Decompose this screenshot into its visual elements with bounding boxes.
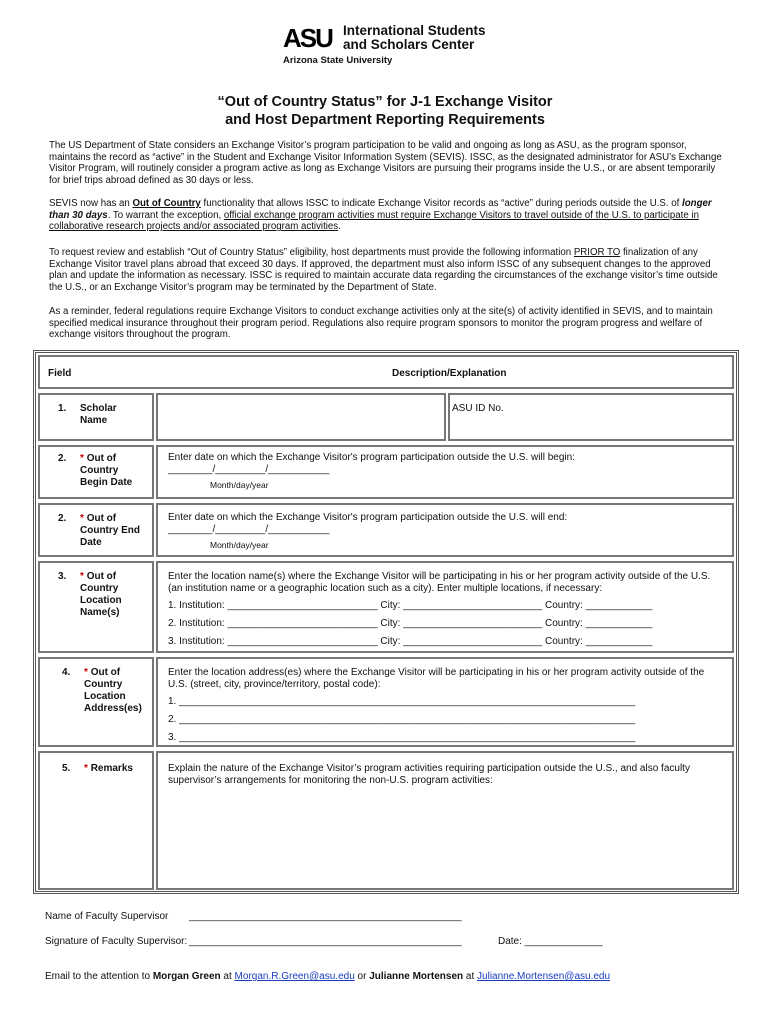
row6-field-cell	[38, 751, 154, 890]
required-star: *	[80, 571, 84, 582]
address-line-2[interactable]: 2. __________________________________________________________________________________	[168, 714, 636, 725]
location-addresses-field[interactable]	[156, 657, 734, 747]
request-form-table	[33, 350, 739, 894]
asu-id-field[interactable]	[448, 393, 734, 441]
row4-label-2: Country	[80, 583, 119, 594]
email-link-1[interactable]: Morgan.R.Green@asu.edu	[234, 971, 355, 982]
begin-date-field[interactable]	[156, 445, 734, 499]
location-desc-2: (an institution name or a geographic location such as a city). Enter multiple locations, if necessary:	[168, 583, 603, 594]
row3-label-2: Country End	[80, 525, 140, 536]
location-line-1[interactable]: 1. Institution: ___________________________ City: _________________________ Country: ____________	[168, 600, 653, 611]
row4-label-4: Name(s)	[80, 607, 120, 618]
prior-to: PRIOR TO	[573, 247, 621, 258]
page-title-line2: and Host Department Reporting Requirements	[225, 112, 545, 128]
scholar-name-field[interactable]	[156, 393, 446, 441]
intro-p1-text: The US Department of State considers an Exchange Visitor’s program participation to be valid and ongoing as long as ASU, as the program sponsor, maintains the record as “active” in the Student and Exchange Visitor Information System (SEVIS). ISSC, as the designated administrator for ASU’s Exchange Visitor Program, will routinely consider a program active as long as Exchange Visitors are pursuing their programs inside the U.S., or are absent temporarily for brief trips abroad defined as 30 days or less.	[49, 140, 722, 186]
p2-requirement: official exchange program activities must require Exchange Visitors to travel outside of the U.S. to participate in collaborative research projects and/or associated program activities	[49, 209, 699, 233]
location-names-field[interactable]	[156, 561, 734, 653]
header-field: Field	[48, 368, 72, 379]
asu-logo-icon	[283, 26, 339, 50]
begin-date-desc: Enter date on which the Exchange Visitor's program participation outside the U.S. will begin:	[168, 452, 575, 463]
row3-label-3: Date	[80, 537, 102, 548]
intro-paragraph-3	[49, 247, 729, 293]
row4-label-3: Location	[80, 595, 122, 606]
row5-label-3: Location	[84, 691, 126, 702]
row6-label-1: Remarks	[90, 763, 133, 774]
end-date-blank[interactable]: ________/_________/___________	[168, 524, 330, 535]
row4-number: 3.	[58, 571, 67, 582]
email-at-1: at	[220, 971, 235, 982]
out-of-country-term: Out of Country	[132, 198, 201, 209]
location-line-3[interactable]: 3. Institution: ___________________________ City: _________________________ Country: ____________	[168, 636, 653, 647]
end-date-hint: Month/day/year	[210, 540, 269, 550]
logo-line1: International Students	[343, 23, 486, 38]
end-date-field[interactable]	[156, 503, 734, 557]
row1-field-cell	[38, 393, 154, 441]
p3-a: To request review and establish “Out of Country Status” eligibility, host departments must provide the following information	[49, 247, 574, 258]
location-line-2[interactable]: 2. Institution: ___________________________ City: _________________________ Country: ____________	[168, 618, 653, 629]
header-description: Description/Explanation	[392, 368, 507, 379]
row2-number: 2.	[58, 453, 67, 464]
signature-line[interactable]: _________________________________________________	[189, 936, 462, 947]
logo-university: Arizona State University	[283, 55, 393, 66]
row5-number: 4.	[62, 667, 71, 678]
email-instructions	[45, 971, 610, 983]
row5-field-cell	[38, 657, 154, 747]
table-header-row	[38, 355, 734, 389]
supervisor-name-line[interactable]: _________________________________________________	[189, 911, 462, 922]
date-field[interactable]: Date: ______________	[498, 936, 603, 947]
supervisor-name-label: Name of Faculty Supervisor	[45, 911, 169, 922]
p2-c: functionality that allows ISSC to indicate Exchange Visitor records as “active” during periods outside the U.S. of	[200, 198, 683, 209]
email-text-a: Email to the attention to	[45, 971, 153, 982]
p2-e: . To warrant the exception,	[107, 209, 224, 221]
row2-label-1: Out of	[86, 453, 117, 464]
begin-date-hint: Month/day/year	[210, 480, 269, 490]
remarks-desc-1: Explain the nature of the Exchange Visitor’s program activities requiring participation outside the U.S., and also faculty	[168, 763, 690, 774]
address-line-3[interactable]: 3. __________________________________________________________________________________	[168, 732, 636, 743]
required-star: *	[84, 667, 88, 678]
page-title-line1: “Out of Country Status” for J-1 Exchange Visitor	[217, 94, 553, 110]
asu-id-label: ASU ID No.	[452, 403, 504, 414]
row5-label-2: Country	[84, 679, 123, 690]
location-desc-1: Enter the location name(s) where the Exchange Visitor will be participating in his or her program activity outside of the U.S.	[168, 571, 711, 582]
intro-p4-text: As a reminder, federal regulations require Exchange Visitors to conduct exchange activities only at the site(s) of activity identified in SEVIS, and to maintain specified medical insurance throughout their program period. Regulations also require program sponsors to monitor the program progress and welfare of exchange visitors throughout the program.	[49, 306, 713, 341]
required-star: *	[84, 763, 88, 774]
row1-label-1: Scholar	[80, 403, 117, 414]
row2-label-2: Country	[80, 465, 119, 476]
p3-c: finalization of any Exchange Visitor travel plans abroad that exceed 30 days. If approved, the department must also inform ISSC of any subsequent changes to the approved plan and update the information as necessary. ISSC is required to maintain accurate data regarding the circumstances of the exchange visitor’s time outside the U.S., or an Exchange Visitor’s program may be terminated by the Department of State.	[49, 247, 718, 293]
contact-name-2: Julianne Mortensen	[369, 971, 464, 982]
intro-paragraph-1	[49, 140, 729, 186]
email-link-2[interactable]: Julianne.Mortensen@asu.edu	[477, 971, 611, 982]
intro-paragraph-4	[49, 306, 729, 341]
logo-line2: and Scholars Center	[343, 37, 475, 52]
row2-field-cell	[38, 445, 154, 499]
address-desc-2: U.S. (street, city, province/territory, postal code):	[168, 679, 381, 690]
intro-paragraph-2	[49, 198, 729, 233]
remarks-field[interactable]	[156, 751, 734, 890]
row1-number: 1.	[58, 403, 67, 414]
row3-field-cell	[38, 503, 154, 557]
begin-date-blank[interactable]: ________/_________/___________	[168, 464, 330, 475]
row4-field-cell	[38, 561, 154, 653]
required-star: *	[80, 453, 84, 464]
email-or: or	[354, 971, 370, 982]
row5-label-1: Out of	[90, 667, 121, 678]
row5-label-4: Address(es)	[84, 703, 142, 714]
p2-a: SEVIS now has an	[49, 198, 133, 209]
signature-label: Signature of Faculty Supervisor:	[45, 936, 188, 947]
row1-label-2: Name	[80, 415, 108, 426]
row2-label-3: Begin Date	[80, 477, 133, 488]
row3-number: 2.	[58, 513, 67, 524]
row6-number: 5.	[62, 763, 71, 774]
required-star: *	[80, 513, 84, 524]
p2-g: .	[338, 221, 341, 233]
address-desc-1: Enter the location address(es) where the Exchange Visitor will be participating in his or her program activity outside of the	[168, 667, 705, 678]
row4-label-1: Out of	[86, 571, 117, 582]
contact-name-1: Morgan Green	[152, 971, 221, 982]
email-at-2: at	[463, 971, 478, 982]
address-line-1[interactable]: 1. __________________________________________________________________________________	[168, 696, 636, 707]
remarks-desc-2: supervisor’s arrangements for monitoring the non-U.S. program activities:	[168, 775, 493, 786]
end-date-desc: Enter date on which the Exchange Visitor's program participation outside the U.S. will end:	[168, 512, 568, 523]
asu-logo-text: ASU	[283, 26, 332, 50]
longer-than-30-days: longer than 30 days	[49, 198, 712, 221]
row3-label-1: Out of	[86, 513, 117, 524]
